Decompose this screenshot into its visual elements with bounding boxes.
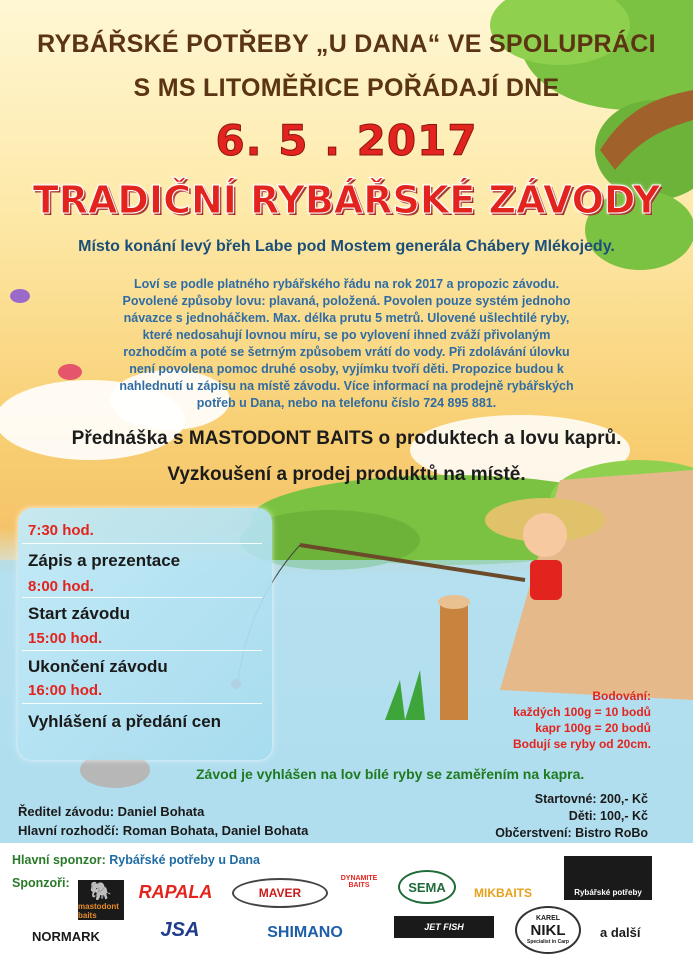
main-sponsor-label: Hlavní sponzor: <box>12 853 106 867</box>
jetfish-logo: JET FISH <box>394 916 494 938</box>
scoring-box <box>513 688 651 752</box>
mikbaits-logo: MIKBAITS <box>474 886 532 900</box>
schedule-label: Ukončení závodu <box>28 657 168 676</box>
rules-line: návazce s jednoháčkem. Max. délka prutu 5 metrů. Ulovené ušlechtilé ryby, <box>123 311 570 325</box>
organizer-line-2: S MS LITOMĚŘICE POŘÁDAJÍ DNE <box>133 74 560 102</box>
fee-start: Startovné: 200,- Kč <box>534 792 648 806</box>
schedule-time: 7:30 hod. <box>28 522 94 539</box>
rules-line: Loví se podle platného rybářského řádu na rok 2017 a propozic závodu. <box>133 277 560 291</box>
scoring-line: Bodují se ryby od 20cm. <box>512 737 651 751</box>
scoring-line: kapr 100g = 20 bodů <box>535 721 651 735</box>
sponsors-label: Sponzoři: <box>12 876 70 890</box>
jsa-logo: JSA <box>160 918 200 941</box>
lecture-line-1: Přednáška s MASTODONT BAITS o produktech a lovu kaprů. <box>71 428 622 449</box>
mastodont-logo: 🐘 mastodont baits <box>78 880 124 920</box>
and-more-text: a další <box>600 925 641 940</box>
rules-line: není povolena pomoc druhé osoby, vyjímku tvoří děti. Propozice budou k <box>129 362 564 376</box>
shimano-logo: SHIMANO <box>267 924 343 941</box>
schedule-time: 16:00 hod. <box>28 682 103 699</box>
main-sponsor <box>12 853 260 867</box>
nikl-logo: KAREL NIKL Specialist in Carp <box>515 906 581 954</box>
shop-logo: Rybářské potřeby <box>564 856 652 900</box>
rules-paragraph <box>0 276 693 412</box>
rules-line: potřeb u Dana, nebo na telefonu číslo 724 895 881. <box>196 396 497 410</box>
fee-kids: Děti: 100,- Kč <box>568 809 648 823</box>
event-location: Místo konání levý břeh Labe pod Mostem generála Chábery Mlékojedy. <box>78 238 615 255</box>
normark-logo: NORMARK <box>32 928 100 944</box>
rules-line: nahlednutí u zápisu na místě závodu. Více informací na prodejně rybářských <box>119 379 574 393</box>
rules-line: které nedosahují lovnou míru, se po vylovení ihned zváží přivolaným <box>142 328 551 342</box>
schedule-label: Start závodu <box>28 604 131 623</box>
fees-box <box>495 791 648 842</box>
sema-logo: SEMA <box>398 870 456 904</box>
fee-food: Občerstvení: Bistro RoBo <box>495 826 648 840</box>
event-date: 6. 5 . 2017 <box>215 116 478 165</box>
maver-logo: MAVER <box>232 878 328 908</box>
lecture-line-2: Vyzkoušení a prodej produktů na místě. <box>167 464 526 485</box>
schedule-time: 15:00 hod. <box>28 630 103 647</box>
chief-referee: Hlavní rozhodčí: Roman Bohata, Daniel Bohata <box>18 823 309 838</box>
rules-line: rozhodčím a poté se šetrným způsobem vrátí do vody. Při zdolávání úlovku <box>123 345 570 359</box>
staff-box <box>18 802 308 840</box>
schedule-label: Zápis a prezentace <box>28 551 181 570</box>
scoring-title: Bodování: <box>592 689 651 703</box>
fish-note: Závod je vyhlášen na lov bílé ryby se zaměřením na kapra. <box>196 766 585 782</box>
dynamite-baits-logo: DYNAMITE BAITS <box>340 875 378 889</box>
event-title: TRADIČNÍ RYBÁŘSKÉ ZÁVODY <box>32 178 661 222</box>
main-sponsor-name: Rybářské potřeby u Dana <box>109 853 260 867</box>
rapala-logo: RAPALA <box>138 881 213 902</box>
race-director: Ředitel závodu: Daniel Bohata <box>18 804 205 819</box>
schedule-label: Vyhlášení a předání cen <box>28 712 222 731</box>
scoring-line: každých 100g = 10 bodů <box>513 705 651 719</box>
rules-line: Povolené způsoby lovu: plavaná, položená. Povolen pouze systém jednoho <box>122 294 571 308</box>
organizer-line-1: RYBÁŘSKÉ POTŘEBY „U DANA“ VE SPOLUPRÁCI <box>37 30 656 58</box>
schedule-time: 8:00 hod. <box>28 578 94 595</box>
